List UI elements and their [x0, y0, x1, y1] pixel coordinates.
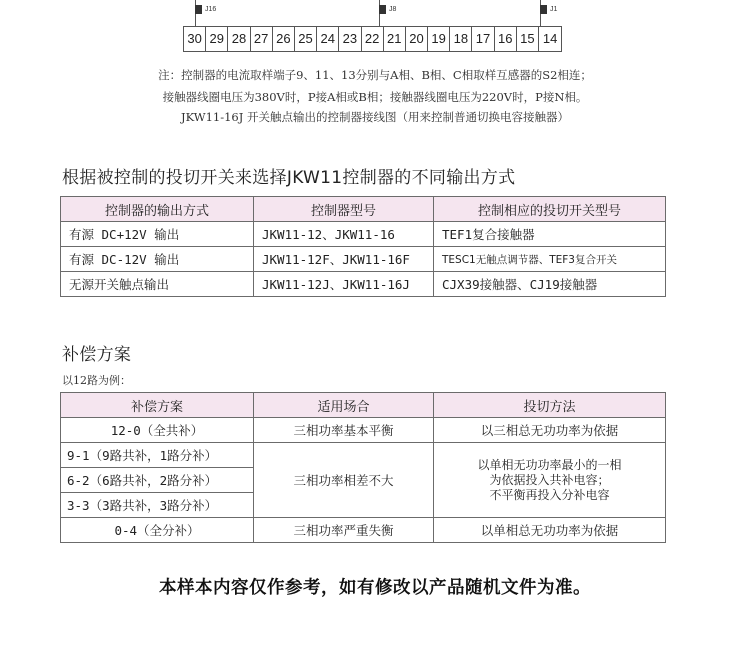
column-header: 控制器的输出方式: [61, 197, 254, 222]
table-cell: 无源开关触点输出: [61, 272, 254, 297]
table-row: [61, 443, 666, 468]
table-header-row: [61, 393, 666, 418]
footer-disclaimer: 本样本内容仅作参考，如有修改以产品随机文件为准。: [159, 578, 591, 598]
table-cell: 三相功率基本平衡: [254, 418, 434, 443]
table-cell: 12-0（全共补）: [61, 418, 254, 443]
table-cell: 6-2（6路共补，2路分补）: [61, 468, 254, 493]
table-cell: 以三相总无功功率为依据: [434, 418, 666, 443]
table-cell: JKW11-12J、JKW11-16J: [254, 272, 434, 297]
table-cell: TESC1无触点调节器、TEF3复合开关: [434, 247, 666, 272]
table-cell: 0-4（全分补）: [61, 518, 254, 543]
terminal-number: 27: [251, 27, 273, 51]
terminal-number: 26: [273, 27, 295, 51]
column-header: 投切方法: [434, 393, 666, 418]
table-cell: 9-1（9路共补，1路分补）: [61, 443, 254, 468]
terminal-number: 24: [317, 27, 339, 51]
table-cell: JKW11-12、JKW11-16: [254, 222, 434, 247]
section-subtitle: 以12路为例：: [62, 374, 131, 387]
terminal-number: 22: [362, 27, 384, 51]
table-cell: CJX39接触器、CJ19接触器: [434, 272, 666, 297]
jumper-label-j8: J8: [389, 6, 397, 13]
table-cell: TEF1复合接触器: [434, 222, 666, 247]
method-line: 以单相无功功率最小的一相: [477, 457, 622, 472]
method-line: 为依据投入共补电容；: [489, 472, 610, 487]
note-line-1: 注：控制器的电流取样端子9、11、13分别与A相、B相、C相取样互感器的S2相连；: [158, 68, 592, 82]
terminal-number: 18: [450, 27, 472, 51]
table-cell-method: [434, 443, 666, 518]
section-heading-output-modes: 根据被控制的投切开关来选择JKW11控制器的不同输出方式: [62, 168, 516, 188]
terminal-number: 28: [228, 27, 250, 51]
jumper-label-j16: J16: [205, 6, 217, 13]
table-cell: 有源 DC-12V 输出: [61, 247, 254, 272]
output-mode-table: [60, 196, 666, 297]
terminal-number: 21: [384, 27, 406, 51]
table-cell: 以单相总无功功率为依据: [434, 518, 666, 543]
compensation-table: [60, 392, 666, 543]
column-header: 控制器型号: [254, 197, 434, 222]
table-row: [61, 518, 666, 543]
column-header: 控制相应的投切开关型号: [434, 197, 666, 222]
terminal-number: 25: [295, 27, 317, 51]
table-cell: 三相功率相差不大: [254, 443, 434, 518]
terminal-number: 29: [206, 27, 228, 51]
table-header-row: [61, 197, 666, 222]
table-cell: 有源 DC+12V 输出: [61, 222, 254, 247]
table-row: [61, 418, 666, 443]
table-row: [61, 222, 666, 247]
terminal-number: 14: [542, 31, 558, 46]
terminal-number: 19: [428, 27, 450, 51]
terminal-number: 20: [406, 27, 428, 51]
method-line: 不平衡再投入分补电容: [489, 487, 610, 502]
table-cell: JKW11-12F、JKW11-16F: [254, 247, 434, 272]
section-heading-compensation: 补偿方案: [62, 345, 132, 365]
jumper-label-j1: J1: [550, 6, 558, 13]
jumper-marker-icon: [379, 5, 386, 14]
terminal-number: 15: [517, 27, 539, 51]
note-line-3: JKW11-16J 开关触点输出的控制器接线图（用来控制普通切换电容接触器）: [180, 110, 570, 124]
column-header: 适用场合: [254, 393, 434, 418]
terminal-number: 30: [184, 27, 206, 51]
table-row: [61, 272, 666, 297]
terminal-number: 23: [339, 27, 361, 51]
terminal-number: 16: [495, 27, 517, 51]
table-row: [61, 247, 666, 272]
terminal-number-row: [183, 26, 562, 52]
terminal-number: 17: [472, 27, 494, 51]
jumper-marker-icon: [195, 5, 202, 14]
table-cell: 三相功率严重失衡: [254, 518, 434, 543]
column-header: 补偿方案: [61, 393, 254, 418]
note-line-2: 接触器线圈电压为380V时，P接A相或B相；接触器线圈电压为220V时，P接N相。: [162, 90, 588, 104]
table-cell: 3-3（3路共补，3路分补）: [61, 493, 254, 518]
jumper-marker-icon: [540, 5, 547, 14]
